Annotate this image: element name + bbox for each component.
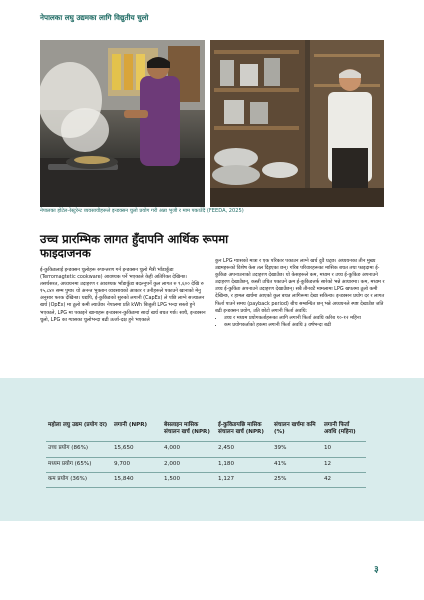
section-title: उच्च प्रारम्भिक लागत हुँदापनि आर्थिक रूपमा फाइदाजनक: [40, 232, 229, 260]
shop-scene-illustration: [210, 40, 384, 207]
table-cell: 4,000: [162, 442, 216, 457]
table-cell: 39%: [272, 442, 322, 457]
bullet-item: • कम प्रयोगकर्ताको हकमा लगानी फिर्ता अवधि ३ वर्षभन्दा बढी: [224, 322, 385, 329]
photo-cooking: [40, 40, 205, 207]
table-cell: उच्च प्रयोग (86%): [46, 442, 112, 457]
page-header-title: नेपालका लघु उद्यमका लागि विद्युतीय चुलो: [40, 13, 149, 22]
page-number: ३: [374, 565, 379, 575]
table-cell: मध्यम प्रयोग (65%): [46, 457, 112, 472]
column-header: महोला लघु उद्यम (प्रयोग दर): [46, 418, 112, 442]
table-cell: 2,450: [216, 442, 272, 457]
cooking-scene-illustration: [40, 40, 205, 207]
column-header: लगानी फिर्ता अवधि (महिना): [322, 418, 366, 442]
body-text-right: [215, 258, 385, 329]
table-cell: 9,700: [112, 457, 162, 472]
column-header: संचालन खर्चमा कमि (%): [272, 418, 322, 442]
cost-comparison-table: [46, 418, 366, 488]
column-header: लगानी (NPR): [112, 418, 162, 442]
table-cell: 42: [322, 472, 366, 487]
table-cell: 1,127: [216, 472, 272, 487]
table-cell: 15,840: [112, 472, 162, 487]
table-cell: 41%: [272, 457, 322, 472]
photo-shop: [210, 40, 384, 207]
body-text-left: ई-कुकिङलाई इन्डक्सन चुलोहरू रुपान्तरण गर्न इन्डक्सन चुलो मैत्री भाँडाकुँडा (Terromagtetic cookware) आवश्यक पर्ने भएकाले केही अतिरिक्त देखिन्छ। तसर्थसरत, अध्ययनमा उदाहरण र आवश्यक भाँडाकुँडा बदल्नुपर्ने कुल लागत रु ९,६०० देखि रु १५,८४० सम्म पुग्छ। यो अनन्त भुक्तान व्यवसायको आकार र उनीहरूले पकाउने खानाको मेनु अनुसार फरक देखिन्छ। यद्यपि, ई-कुकिङको सुरुको लगानी (CapEx) ले पछि लाग्ने सञ्चालन खर्च (OpEx) मा ठूलो कमी ल्याउँछ। नेपालमा प्रति kWh बिजुली LPG भन्दा सस्तो हुने भएकाले, LPG मा पकाइने खानाहरू इन्डक्सन-कुकिङमा सार्दा खर्च बचत गर्छ। साथै, इन्डक्सन चुलो, LPG का ग्यासका चुलोभन्दा बढी ऊर्जा-दक्ष हुने भएकाले: [40, 267, 206, 323]
table-row: [46, 442, 366, 457]
table-row: [46, 472, 366, 487]
bullet-list: [215, 315, 385, 329]
table-cell: 15,650: [112, 442, 162, 457]
table-cell: 10: [322, 442, 366, 457]
table-cell: 1,500: [162, 472, 216, 487]
column-header: ई-कुकिङपछि मासिक संचालन खर्च (NPR): [216, 418, 272, 442]
column-header: बेसलाइन मासिक संचालन खर्च (NPR): [162, 418, 216, 442]
bullet-item: • उच्च र मध्यम प्रयोगकर्ताहरूका लागि लगानी फिर्ता अवधि करिब १०-१२ महिना: [224, 315, 385, 322]
table-cell: 25%: [272, 472, 322, 487]
body-paragraph-right: कुन LPG ग्यासको मात्रा र एक परिकार पकाउन लाग्ने खर्च दुवै घट्छ। अध्ययनका तीन मुख्य उद्यमहरूको विशेष केस तल दिइएका छन्। गरिब परिवारहरूका मासिक बचत तथा फाइदामा ई-कुकिङ अपनाउनाको उदाहरण देखाउँछ। यो केसहरूले कम, मध्यम र उच्च ई-कुकिङ अपनाउने उदाहरण देखाउँछन्, कस्ती उचित पकाउने क्रम ई-कुकिङतर्फ सारेको भन्ने आधारमा। कम, मध्यम र उच्च ई-कुकिङ अपनाउने उदाहरण देखाउँछन्। सबै तीनवटै मामलामा LPG खपतमा ठूलो कमी देखिन्छ, र हामल खर्चमा आएको कुल बचत लागिरूमा देखा सकिन्छ। इन्डक्सन प्रयोग दर र लागत फिर्ता पाउने समय (payback period) बीच सम्बन्धित छन् भन्ने अध्ययनले स्पष्ट देखाउँछ जति बढी इन्डक्सन प्रयोग, उति छोटो लगानी फिर्ता अवधि:: [215, 258, 385, 314]
table-header-row: [46, 418, 366, 442]
table-cell: 2,000: [162, 457, 216, 472]
photo-caption: नेपालका होटेल-रेस्टुरेन्ट व्यवसायीहरूले इन्डक्सन चुलो प्रयोग गरी अन्ना भुजी र माम पकाउँदै (FEEDA, 2025): [40, 208, 244, 214]
table-cell: कम प्रयोग (36%): [46, 472, 112, 487]
table-row: [46, 457, 366, 472]
table-cell: 1,180: [216, 457, 272, 472]
table-cell: 12: [322, 457, 366, 472]
